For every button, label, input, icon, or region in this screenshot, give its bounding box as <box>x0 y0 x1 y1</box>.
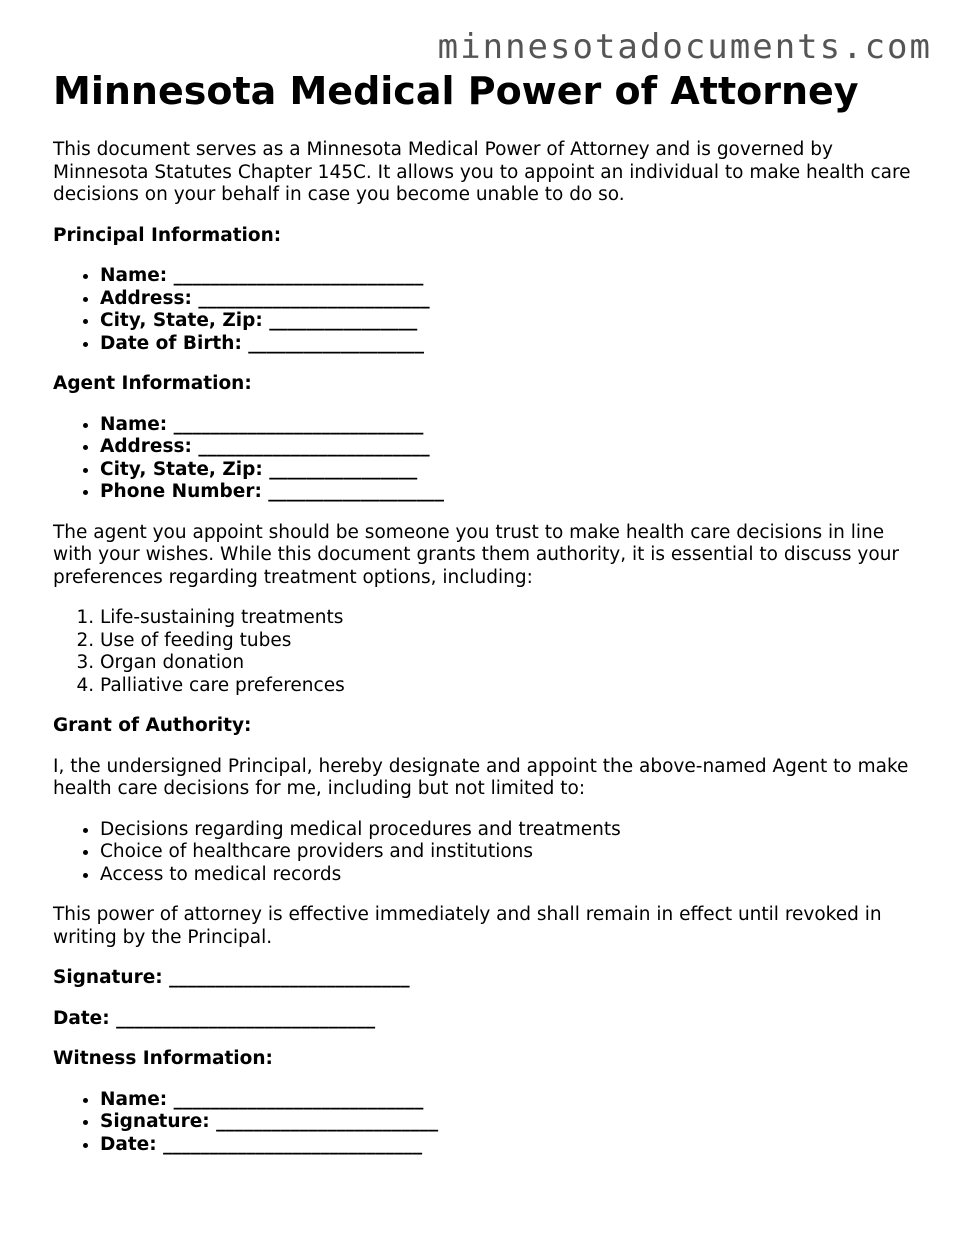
agent-heading: Agent Information: <box>53 373 252 394</box>
treatment-option-item: 2. Use of feeding tubes <box>100 630 913 653</box>
principal-name-field: • Name: ___________________________ <box>100 265 913 288</box>
treatment-options-list <box>53 607 913 697</box>
witness-signature-field: • Signature: ________________________ <box>100 1111 913 1134</box>
grant-paragraph: I, the undersigned Principal, hereby designate and appoint the above-named Agent to make health care decisions for me, including but not limited to: <box>53 755 909 799</box>
principal-date-of-birth-field: • Date of Birth: ___________________ <box>100 333 913 356</box>
grant-item: • Choice of healthcare providers and institutions <box>100 841 913 864</box>
agent-phone-number-field: • Phone Number: ___________________ <box>100 481 913 504</box>
agent-note-paragraph: The agent you appoint should be someone you trust to make health care decisions in line with your wishes. While this document grants them authority, it is essential to discuss your preferences regarding treatment options, including: <box>53 521 900 588</box>
grant-item: • Access to medical records <box>100 864 913 887</box>
witness-fields-list <box>53 1089 913 1157</box>
date-line: Date: ____________________________ <box>53 1007 376 1029</box>
signature-line: Signature: __________________________ <box>53 967 410 988</box>
witness-name-field: • Name: ___________________________ <box>100 1089 913 1112</box>
witness-heading: Witness Information: <box>53 1048 273 1069</box>
grant-heading: Grant of Authority: <box>53 715 252 736</box>
watermark-text: minnesotadocuments.com <box>437 27 932 67</box>
principal-city-state-zip-field: • City, State, Zip: ________________ <box>100 310 913 333</box>
treatment-option-item: 4. Palliative care preferences <box>100 675 913 698</box>
agent-name-field: • Name: ___________________________ <box>100 414 913 437</box>
grant-items-list <box>53 819 913 887</box>
document-title: Minnesota Medical Power of Attorney <box>53 69 859 113</box>
principal-fields-list <box>53 265 913 355</box>
treatment-option-item: 1. Life-sustaining treatments <box>100 607 913 630</box>
document-page <box>53 70 913 1156</box>
grant-item: • Decisions regarding medical procedures and treatments <box>100 819 913 842</box>
treatment-option-item: 3. Organ donation <box>100 652 913 675</box>
principal-heading: Principal Information: <box>53 224 282 246</box>
effective-paragraph: This power of attorney is effective immediately and shall remain in effect until revoked in writing by the Principal. <box>53 904 882 948</box>
agent-address-field: • Address: _________________________ <box>100 436 913 459</box>
principal-address-field: • Address: _________________________ <box>100 288 913 311</box>
agent-fields-list <box>53 414 913 504</box>
agent-city-state-zip-field: • City, State, Zip: ________________ <box>100 459 913 482</box>
witness-date-field: • Date: ____________________________ <box>100 1134 913 1157</box>
intro-paragraph: This document serves as a Minnesota Medical Power of Attorney and is governed by Minnesota Statutes Chapter 145C. It allows you to appoint an individual to make health care decisions on your behalf in case you become unable to do so. <box>53 139 911 205</box>
